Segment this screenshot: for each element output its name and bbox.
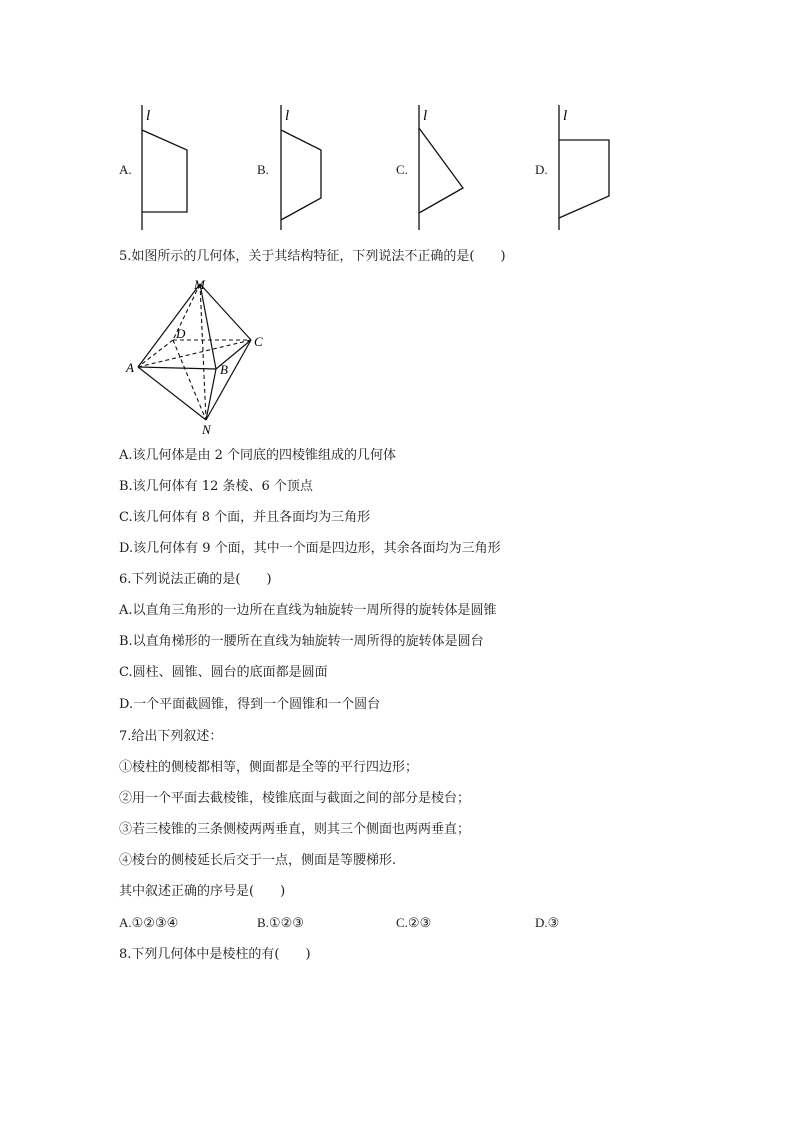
q7-option-d: D.③ [535,915,560,930]
q7-statement-1: ①棱柱的侧棱都相等，侧面都是全等的平行四边形； [119,760,419,775]
q6-option-b: B.以直角梯形的一腰所在直线为轴旋转一周所得的旋转体是圆台 [119,634,484,649]
q4-option-d-label: D. [535,162,548,177]
q7-question: 其中叙述正确的序号是( ) [119,884,286,899]
q4-figure-a [135,100,205,235]
q5-option-d: D.该几何体有 9 个面，其中一个面是四边形，其余各面均为三角形 [119,541,501,556]
q7-statement-3: ③若三棱锥的三条侧棱两两垂直，则其三个侧面也两两垂直； [119,822,471,837]
q8-stem: 8.下列几何体中是棱柱的有( ) [119,947,311,962]
vertex-label-n: N [202,422,211,437]
q4-option-c-label: C. [396,162,408,177]
q4-option-b-label: B. [257,162,269,177]
q4-figure-b [274,100,344,235]
vertex-label-m: M [194,277,205,292]
q7-option-a: A.①②③④ [119,915,179,930]
q7-stem: 7.给出下列叙述： [119,729,223,744]
q5-option-b: B.该几何体有 12 条棱、6 个顶点 [119,479,313,494]
q4-figure-a-axis-label: l [146,108,151,124]
q4-option-a-label: A. [119,162,132,177]
vertex-label-b: B [220,362,228,377]
q4-figure-d [552,100,622,235]
q7-option-b: B.①②③ [257,915,304,930]
q7-statement-2: ②用一个平面去截棱锥，棱锥底面与截面之间的部分是棱台； [119,791,471,806]
q6-option-c: C.圆柱、圆锥、圆台的底面都是圆面 [119,665,328,680]
q6-stem: 6.下列说法正确的是( ) [119,572,272,587]
q6-option-a: A.以直角三角形的一边所在直线为轴旋转一周所得的旋转体是圆锥 [119,603,497,618]
q4-figure-d-axis-label: l [563,108,568,124]
vertex-label-a: A [126,360,134,375]
q7-options-row [0,915,794,933]
q4-figure-b-axis-label: l [285,108,290,124]
q5-octahedron-figure [118,272,278,437]
vertex-label-d: D [176,326,186,341]
q4-figure-row [0,100,794,235]
q7-option-c: C.②③ [396,915,432,930]
q7-statement-4: ④棱台的侧棱延长后交于一点，侧面是等腰梯形. [119,853,397,868]
q4-figure-c-axis-label: l [423,108,428,124]
q5-option-c: C.该几何体有 8 个面，并且各面均为三角形 [119,510,371,525]
q4-figure-c [412,100,482,235]
q5-option-a: A.该几何体是由 2 个同底的四棱锥组成的几何体 [119,448,397,463]
q5-stem: 5.如图所示的几何体，关于其结构特征，下列说法不正确的是( ) [119,249,506,264]
q6-option-d: D.一个平面截圆锥，得到一个圆锥和一个圆台 [119,697,381,712]
vertex-label-c: C [254,334,263,349]
